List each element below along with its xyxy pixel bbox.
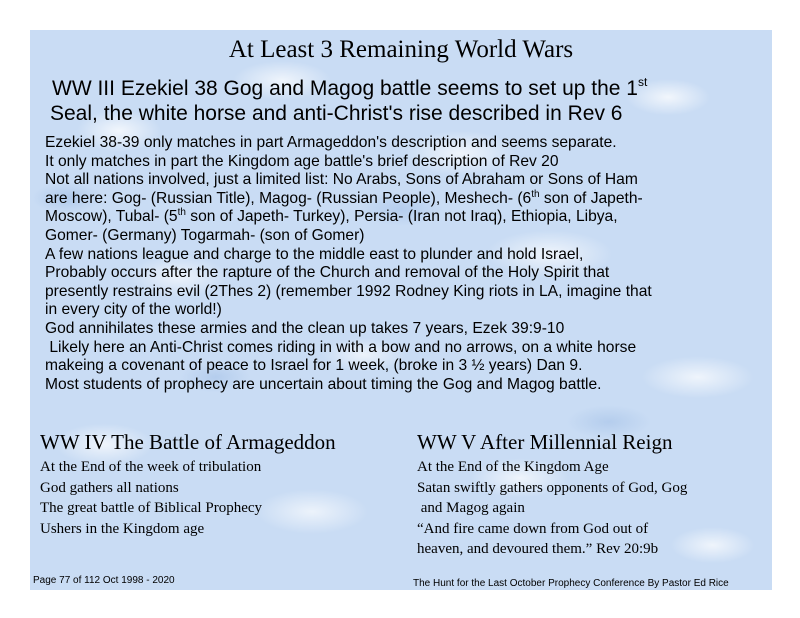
ww3-heading-line1-text: WW III Ezekiel 38 Gog and Magog battle seems to set up the 1 [52,77,638,100]
ww3-heading-line2: Seal, the white horse and anti-Christ's rise described in Rev 6 [50,102,623,125]
ww5-line: Satan swiftly gathers opponents of God, Gog [417,479,688,496]
ww4-line: At the End of the week of tribulation [40,459,262,475]
footer-conference-info: The Hunt for the Last October Prophecy Conference By Pastor Ed Rice [413,578,729,589]
ww3-line: God annihilates these armies and the clean up takes 7 years, Ezek 39:9-10 [45,319,565,337]
ww3-line: Not all nations involved, just a limited list: No Arabs, Sons of Abraham or Sons of Ham [45,171,638,189]
ww5-line: heaven, and devoured them.” Rev 20:9b [417,541,659,557]
ww3-line: in every city of the world!) [45,301,222,319]
ww3-line-superscript: th [177,207,186,219]
ww3-heading [50,76,770,126]
ww3-line-text: Moscow), Tubal- (5 [45,208,178,226]
ww5-line: At the End of the Kingdom Age [417,459,609,475]
ww3-line-text: are here: Gog- (Russian Title), Magog- (Russian People), Meshech- (6 [45,189,532,207]
ww4-line: God gathers all nations [40,479,179,496]
ww3-line: Likely here an Anti-Christ comes riding in with a bow and no arrows, on a white horse [45,338,637,356]
ww3-body [45,134,770,394]
ww4-line: The great battle of Biblical Prophecy [40,500,263,516]
ww3-line [45,208,770,227]
ww3-line: Most students of prophecy are uncertain about timing the Gog and Magog battle. [45,375,602,393]
slide-background [30,30,772,590]
ww3-line [45,190,770,209]
ww3-heading-superscript: st [637,75,648,89]
ww3-line: Gomer- (Germany) Togarmah- (son of Gomer) [45,226,365,244]
ww4-section [40,430,400,539]
ww3-line: Probably occurs after the rapture of the Church and removal of the Holy Spirit that [45,264,610,282]
ww3-line: A few nations league and charge to the middle east to plunder and hold Israel, [45,245,584,263]
ww3-line: makeing a covenant of peace to Israel for 1 week, (broke in 3 ½ years) Dan 9. [45,357,583,375]
ww5-section [417,430,767,560]
ww3-line: presently restrains evil (2Thes 2) (remember 1992 Rodney King riots in LA, imagine that [45,282,652,300]
ww3-line-text: son of Japeth- Turkey), Persia- (Iran not Iraq), Ethiopia, Libya, [185,208,618,226]
ww4-line: Ushers in the Kingdom age [40,520,205,537]
ww3-heading-line1 [50,76,770,101]
ww4-heading: WW IV The Battle of Armageddon [40,430,336,454]
footer-page-info: Page 77 of 112 Oct 1998 - 2020 [33,575,175,586]
ww3-line: It only matches in part the Kingdom age battle's brief description of Rev 20 [45,152,559,170]
ww5-line: “And fire came down from God out of [417,520,649,537]
ww5-heading: WW V After Millennial Reign [417,430,673,454]
ww3-line-superscript: th [531,188,540,200]
ww3-line-text: son of Japeth- [539,189,643,207]
page-title: At Least 3 Remaining World Wars [228,36,574,63]
ww3-line: Ezekiel 38-39 only matches in part Armageddon's description and seems separate. [45,134,617,151]
ww5-line: and Magog again [417,500,525,516]
